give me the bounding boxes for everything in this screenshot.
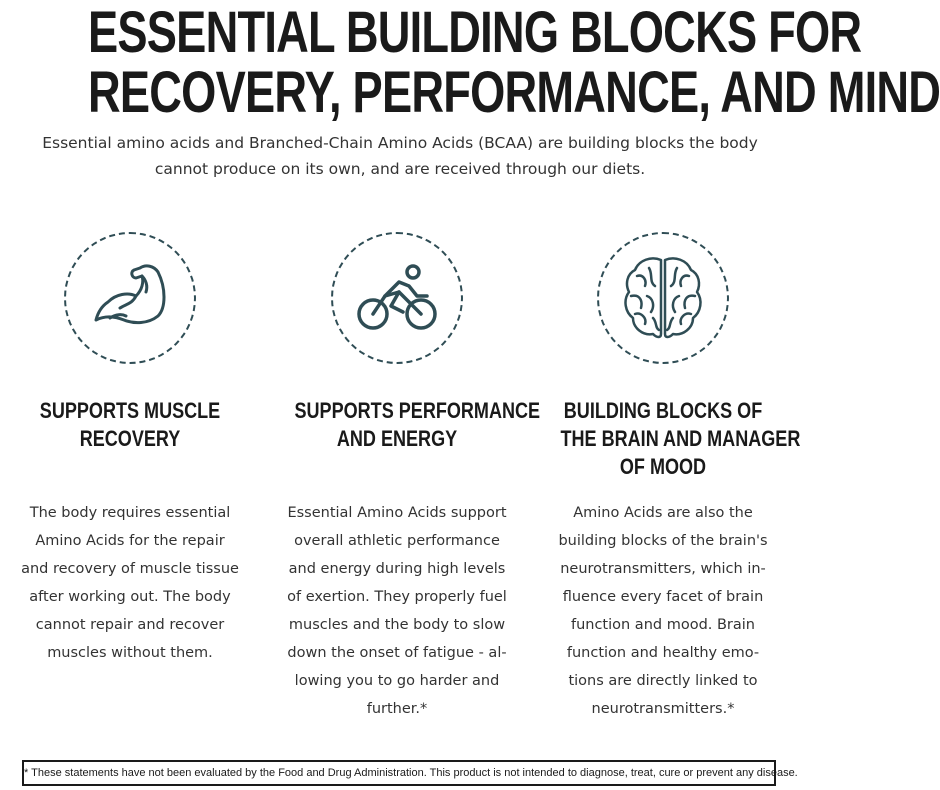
benefit-description: [538, 499, 788, 723]
body-line: lowing you to go harder and: [294, 673, 500, 689]
benefit-muscle-recovery: [5, 232, 255, 667]
body-line: of exertion. They properly fuel: [287, 589, 507, 605]
intro-line: cannot produce on its own, and are received through our diets.: [154, 160, 646, 178]
body-line: down the onset of fatigue - al-: [287, 645, 507, 661]
benefit-title: [294, 397, 541, 453]
intro-text: [40, 130, 760, 182]
body-line: muscles without them.: [47, 645, 213, 661]
benefit-description: [5, 499, 255, 667]
icon-circle: [64, 232, 196, 364]
title-line: SUPPORTS MUSCLE: [39, 398, 221, 423]
fda-disclaimer: * These statements have not been evaluated by the Food and Drug Administration. This product is not intended to diagnose, treat, cure or prevent any disease.: [22, 760, 776, 786]
headline-line-1: ESSENTIAL BUILDING BLOCKS FOR: [88, 0, 862, 65]
body-line: Amino Acids for the repair: [35, 533, 225, 549]
benefit-description: [272, 499, 522, 723]
benefit-performance-energy: [272, 232, 541, 723]
title-line: AND ENERGY: [336, 426, 458, 451]
benefit-title: [28, 397, 233, 453]
body-line: and energy during high levels: [288, 561, 506, 577]
body-line: Amino Acids are also the: [573, 505, 753, 521]
body-line: building blocks of the brain's: [558, 533, 768, 549]
benefit-title: [560, 397, 801, 481]
body-line: tions are directly linked to: [568, 673, 758, 689]
title-line: BUILDING BLOCKS OF: [563, 398, 763, 423]
intro-line: Essential amino acids and Branched-Chain Amino Acids (BCAA) are building blocks the body: [42, 134, 758, 152]
body-line: further.*: [366, 701, 428, 717]
body-line: neurotransmitters, which in-: [560, 561, 766, 577]
body-line: function and healthy emo-: [566, 645, 760, 661]
headline-line-2: RECOVERY, PERFORMANCE, AND MIND: [88, 60, 940, 125]
body-line: after working out. The body: [29, 589, 231, 605]
title-line: OF MOOD: [619, 454, 707, 479]
body-line: neurotransmitters.*: [591, 701, 735, 717]
body-line: muscles and the body to slow: [288, 617, 506, 633]
body-line: The body requires essential: [29, 505, 231, 521]
title-line: RECOVERY: [79, 426, 181, 451]
icon-circle: [597, 232, 729, 364]
title-line: THE BRAIN AND MANAGER: [560, 426, 801, 451]
cyclist-icon: [355, 262, 439, 334]
body-line: cannot repair and recover: [35, 617, 225, 633]
title-line: SUPPORTS PERFORMANCE: [294, 398, 541, 423]
body-line: and recovery of muscle tissue: [21, 561, 239, 577]
body-line: overall athletic performance: [294, 533, 500, 549]
body-line: function and mood. Brain: [570, 617, 756, 633]
flexed-arm-icon: [90, 258, 170, 338]
body-line: fluence every facet of brain: [562, 589, 764, 605]
body-line: Essential Amino Acids support: [287, 505, 507, 521]
icon-circle: [331, 232, 463, 364]
benefit-brain-mood: [538, 232, 801, 723]
brain-icon: [621, 252, 705, 344]
